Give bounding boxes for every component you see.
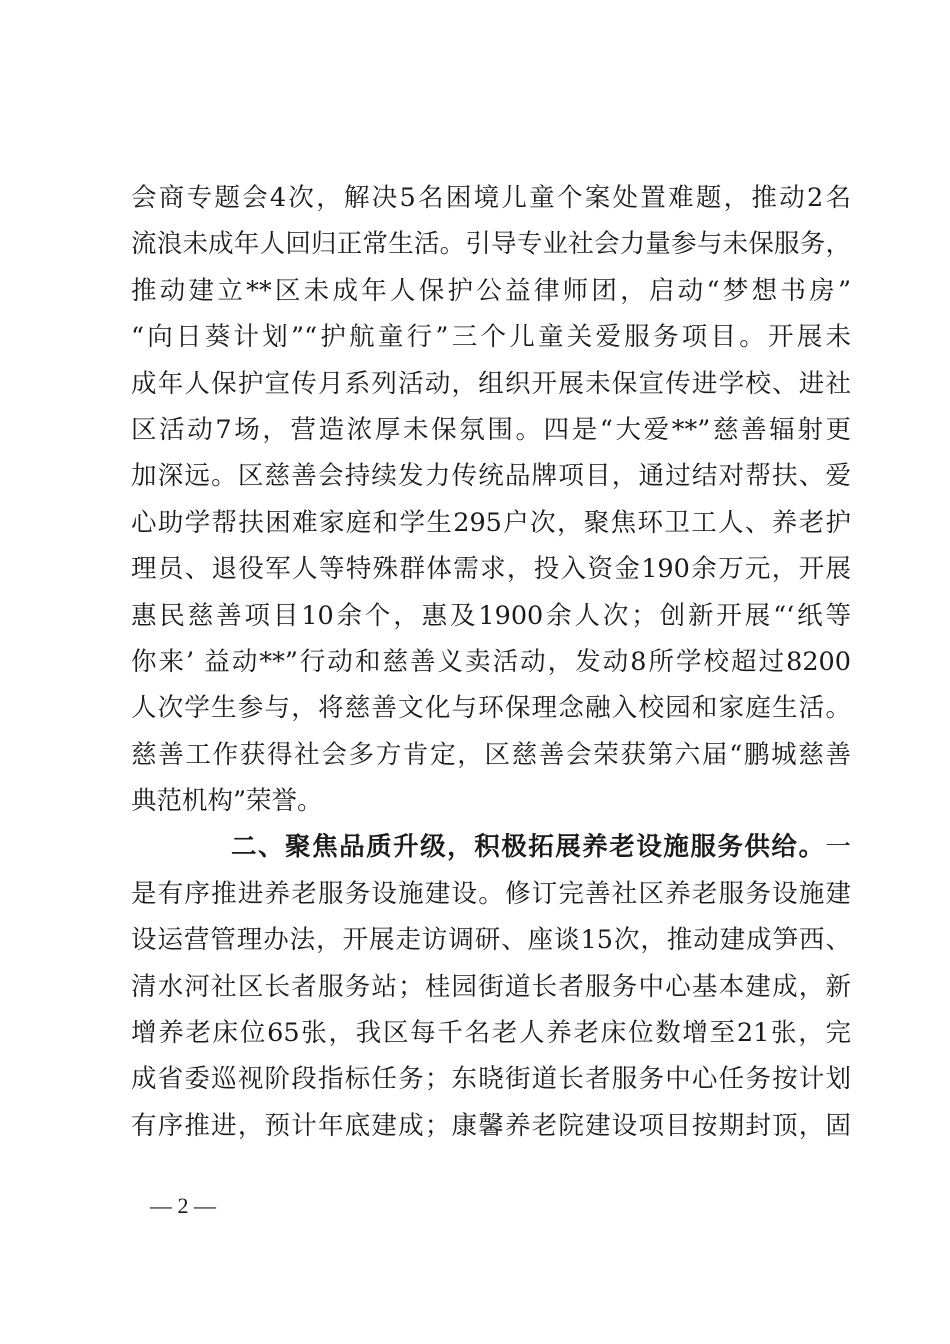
text-line: 惠民慈善项目10余个，惠及1900余人次；创新开展“‘纸等 [131,600,851,631]
text-line: 是有序推进养老服务设施建设。修订完善社区养老服务设施建 [131,878,851,909]
text-line: 人次学生参与，将慈善文化与环保理念融入校园和家庭生活。 [131,693,851,724]
text-line: 推动建立**区未成年人保护公益律师团，启动“梦想书房” [131,275,851,306]
text-line: 成省委巡视阶段指标任务；东晓街道长者服务中心任务按计划 [131,1064,851,1095]
text-line: 你来’ 益动**”行动和慈善义卖活动，发动8所学校超过8200 [131,646,851,677]
text-line: 加深远。区慈善会持续发力传统品牌项目，通过结对帮扶、爱 [131,461,851,492]
section-heading-line [131,824,851,870]
document-body [131,175,851,1149]
text-line: 典范机构”荣誉。 [131,786,323,817]
text-line: 有序推进，预计年底建成；康馨养老院建设项目按期封顶，固 [131,1110,851,1141]
text-line: 区活动7场，营造浓厚未保氛围。四是“大爱**”慈善辐射更 [131,414,851,445]
section-heading: 二、聚焦品质升级，积极拓展养老设施服务供给。 [231,832,826,863]
text-line: 理员、退役军人等特殊群体需求，投入资金190余万元，开展 [131,554,851,585]
text-line: 慈善工作获得社会多方肯定，区慈善会荣获第六届“鹏城慈善 [131,739,851,770]
text-line: 心助学帮扶困难家庭和学生295户次，聚焦环卫工人、养老护 [131,507,851,538]
text-line: “向日葵计划”“护航童行”三个儿童关爱服务项目。开展未 [131,322,851,353]
text-line: 流浪未成年人回归正常生活。引导专业社会力量参与未保服务， [131,229,851,260]
text-line: 增养老床位65张，我区每千名老人养老床位数增至21张，完 [131,1018,851,1049]
section-heading-tail: 一 [825,832,851,863]
text-line: 清水河社区长者服务站；桂园街道长者服务中心基本建成，新 [131,971,851,1002]
text-line: 会商专题会4次，解决5名困境儿童个案处置难题，推动2名 [131,183,851,213]
text-line: 设运营管理办法，开展走访调研、座谈15次，推动建成笋西、 [131,925,851,956]
page-number: — 2 — [150,1193,216,1218]
text-line: 成年人保护宣传月系列活动，组织开展未保宣传进学校、进社 [131,368,851,399]
